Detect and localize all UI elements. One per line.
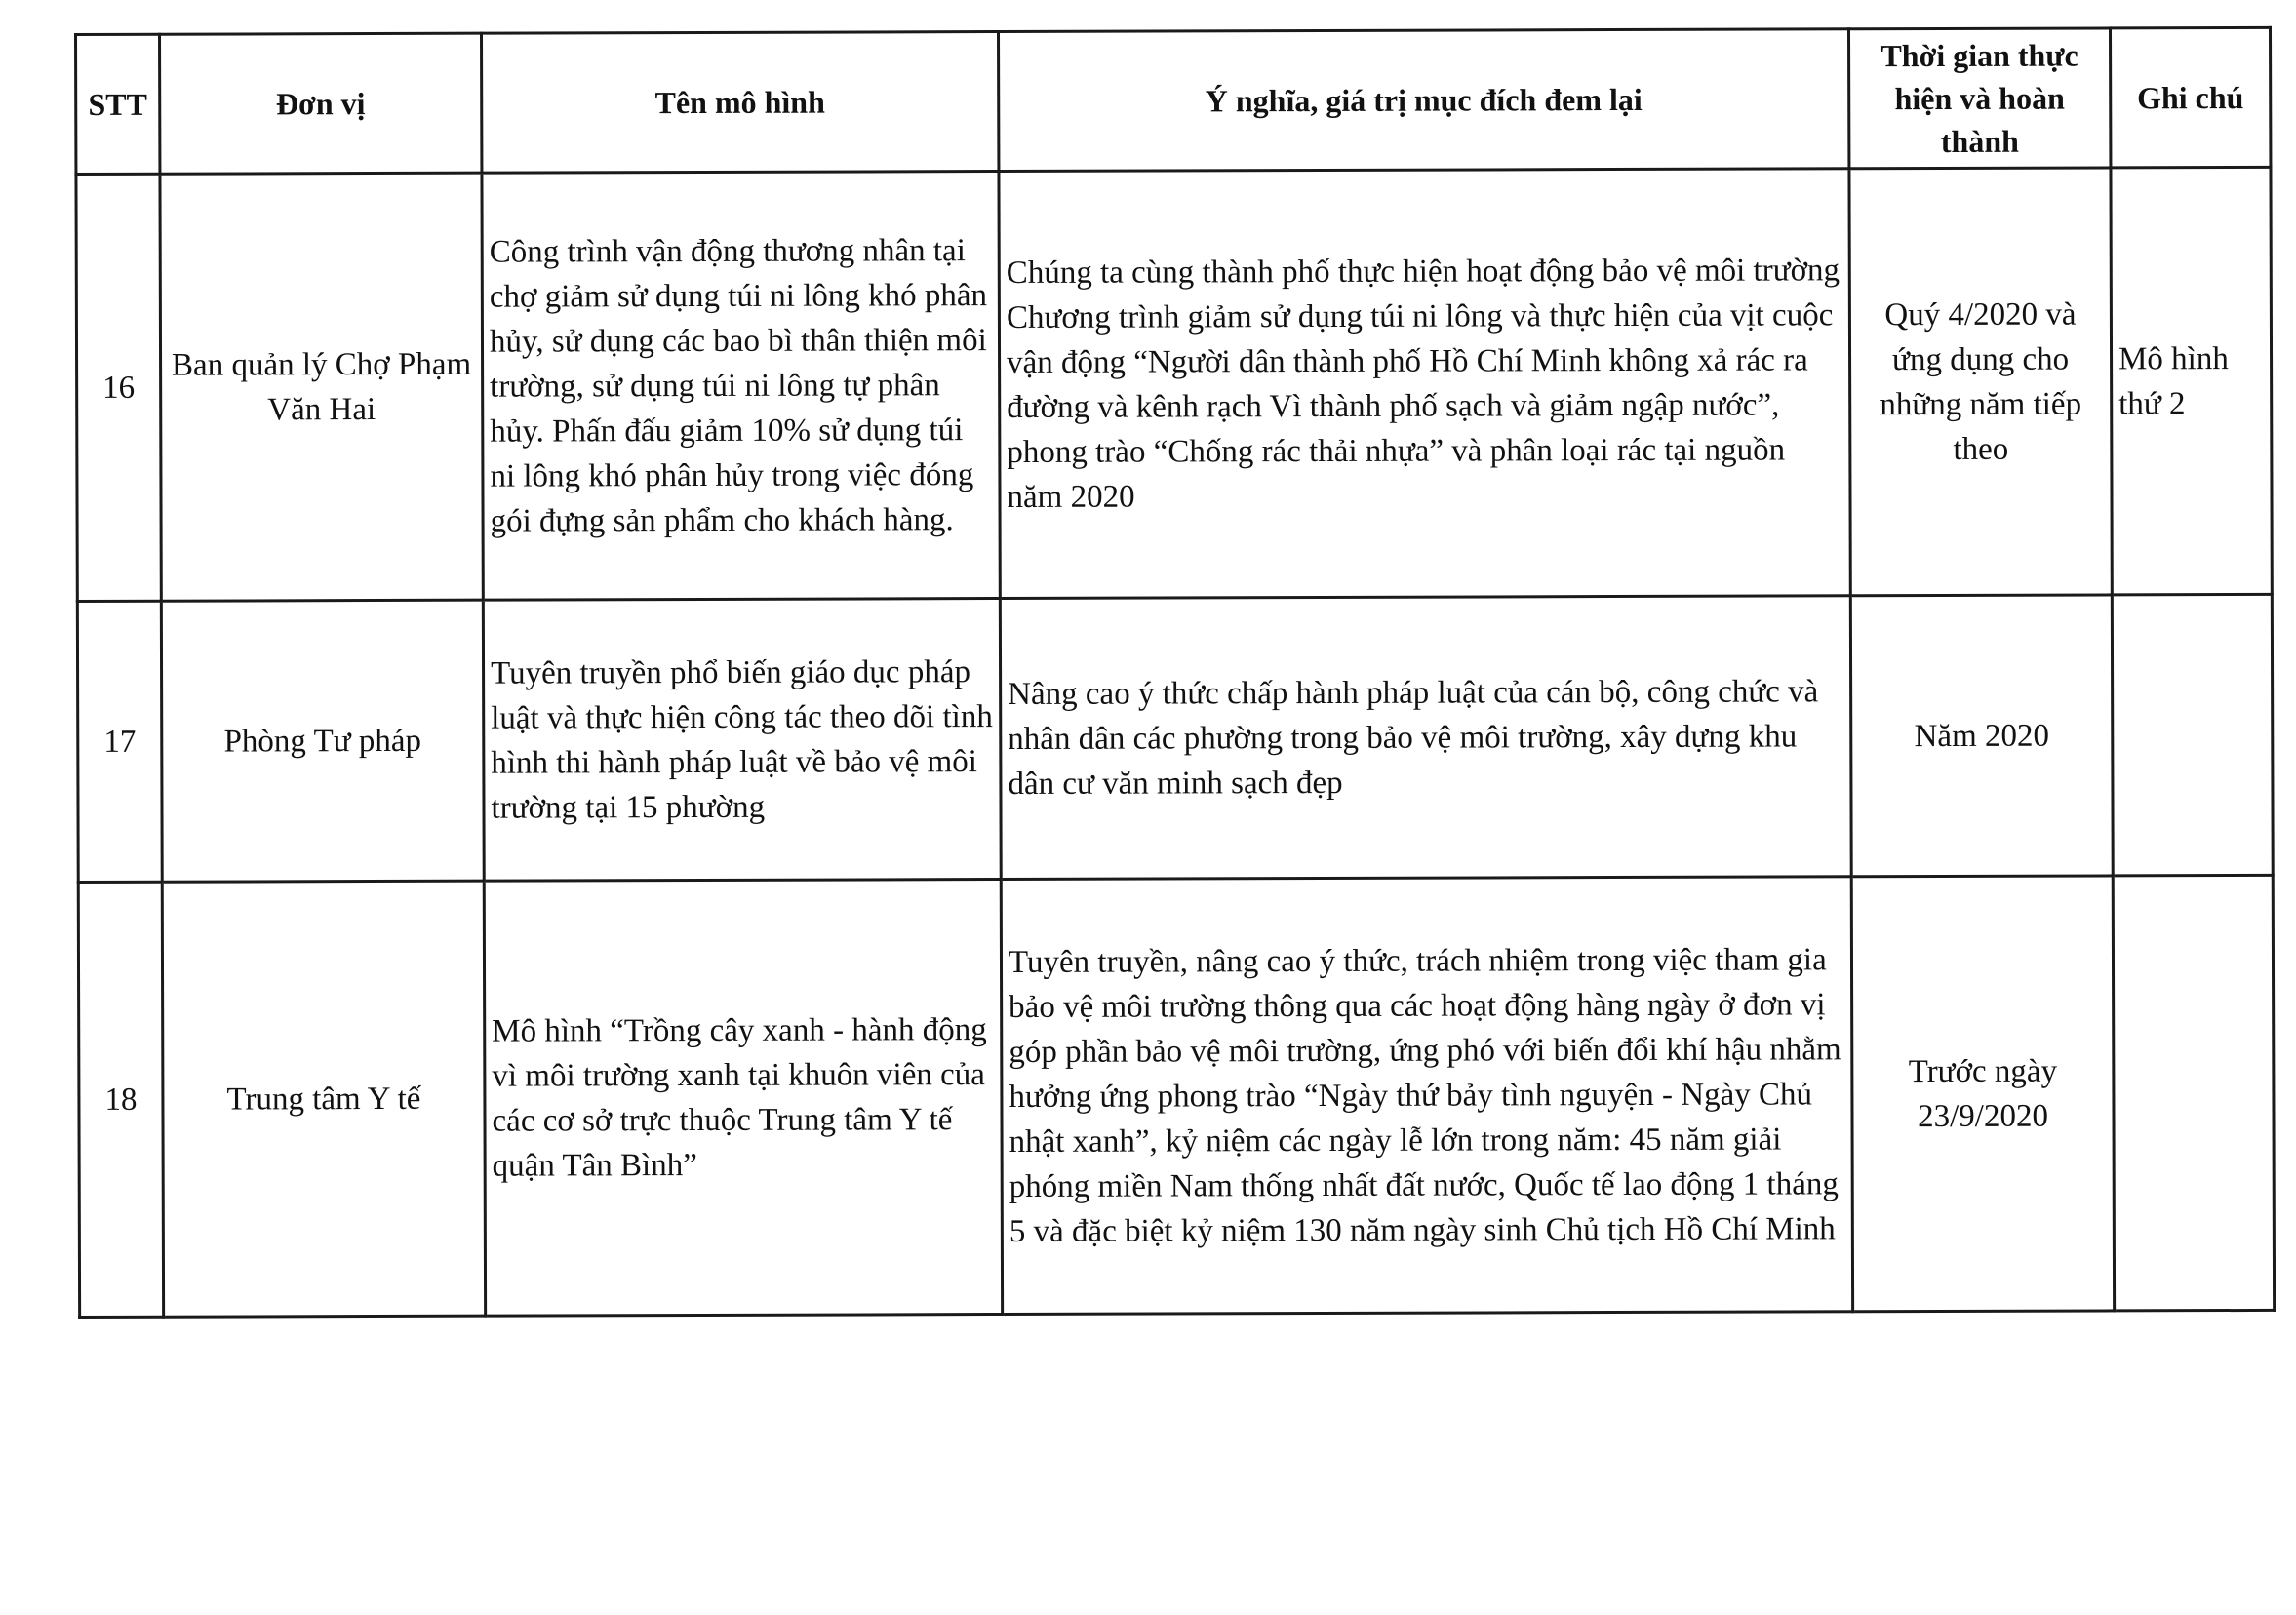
cell-model-name: Tuyên truyền phổ biến giáo dục pháp luật và thực hiện công tác theo dõi tình hình thi hành pháp luật về bảo vệ môi trường tại 15 phường <box>483 599 1001 882</box>
cell-stt: 17 <box>77 601 162 882</box>
cell-meaning: Tuyên truyền, nâng cao ý thức, trách nhiệm trong việc tham gia bảo vệ môi trường thông qua các hoạt động hàng ngày ở đơn vị góp phần bảo vệ môi trường, ứng phó với biến đổi khí hậu nhằm hưởng ứng phong trào “Ngày thứ bảy tình nguyện - Ngày Chủ nhật xanh”, kỷ niệm các ngày lễ lớn trong năm: 45 năm giải phóng miền Nam thống nhất đất nước, Quốc tế lao động 1 tháng 5 và đặc biệt kỷ niệm 130 năm ngày sinh Chủ tịch Hồ Chí Minh <box>1001 877 1852 1315</box>
cell-time: Quý 4/2020 và ứng dụng cho những năm tiếp theo <box>1849 168 2112 596</box>
cell-model-name: Mô hình “Trồng cây xanh - hành động vì môi trường xanh tại khuôn viên của các cơ sở trực thuộc Trung tâm Y tế quận Tân Bình” <box>484 880 1002 1317</box>
cell-stt: 16 <box>76 174 161 601</box>
models-table <box>74 26 2276 1319</box>
table-header <box>76 27 2271 174</box>
table-row <box>78 875 2274 1317</box>
table-row <box>76 167 2272 601</box>
header-unit: Đơn vị <box>160 33 482 174</box>
cell-meaning: Nâng cao ý thức chấp hành pháp luật của cán bộ, công chức và nhân dân các phường trong bảo vệ môi trường, xây dựng khu dân cư văn minh sạch đẹp <box>1000 596 1851 880</box>
cell-note: Mô hình thứ 2 <box>2111 167 2272 595</box>
cell-meaning: Chúng ta cùng thành phố thực hiện hoạt động bảo vệ môi trường Chương trình giảm sử dụng túi ni lông và thực hiện của vịt cuộc vận động “Người dân thành phố Hồ Chí Minh không xả rác ra đường và kênh rạch Vì thành phố sạch và giảm ngập nước”, phong trào “Chống rác thải nhựa” và phân loại rác tại nguồn năm 2020 <box>999 169 1850 599</box>
cell-time: Trước ngày 23/9/2020 <box>1851 876 2114 1312</box>
header-time: Thời gian thực hiện và hoàn thành <box>1848 28 2110 169</box>
cell-stt: 18 <box>78 882 163 1317</box>
cell-note <box>2112 594 2273 876</box>
cell-unit: Trung tâm Y tế <box>162 881 485 1317</box>
header-model-name: Tên mô hình <box>482 32 999 174</box>
cell-model-name: Công trình vận động thương nhân tại chợ giảm sử dụng túi ni lông khó phân hủy, sử dụng các bao bì thân thiện môi trường, sử dụng túi ni lông tự phân hủy. Phấn đấu giảm 10% sử dụng túi ni lông khó phân hủy trong việc đóng gói đựng sản phẩm cho khách hàng. <box>482 172 1000 601</box>
table-row <box>77 594 2273 882</box>
header-note: Ghi chú <box>2110 27 2270 168</box>
header-stt: STT <box>76 34 160 174</box>
table-body <box>76 167 2275 1317</box>
header-row <box>76 27 2271 174</box>
cell-unit: Ban quản lý Chợ Phạm Văn Hai <box>160 173 483 601</box>
cell-note <box>2113 875 2274 1311</box>
header-meaning: Ý nghĩa, giá trị mục đích đem lại <box>999 29 1849 172</box>
cell-time: Năm 2020 <box>1850 595 2113 877</box>
cell-unit: Phòng Tư pháp <box>161 600 484 882</box>
